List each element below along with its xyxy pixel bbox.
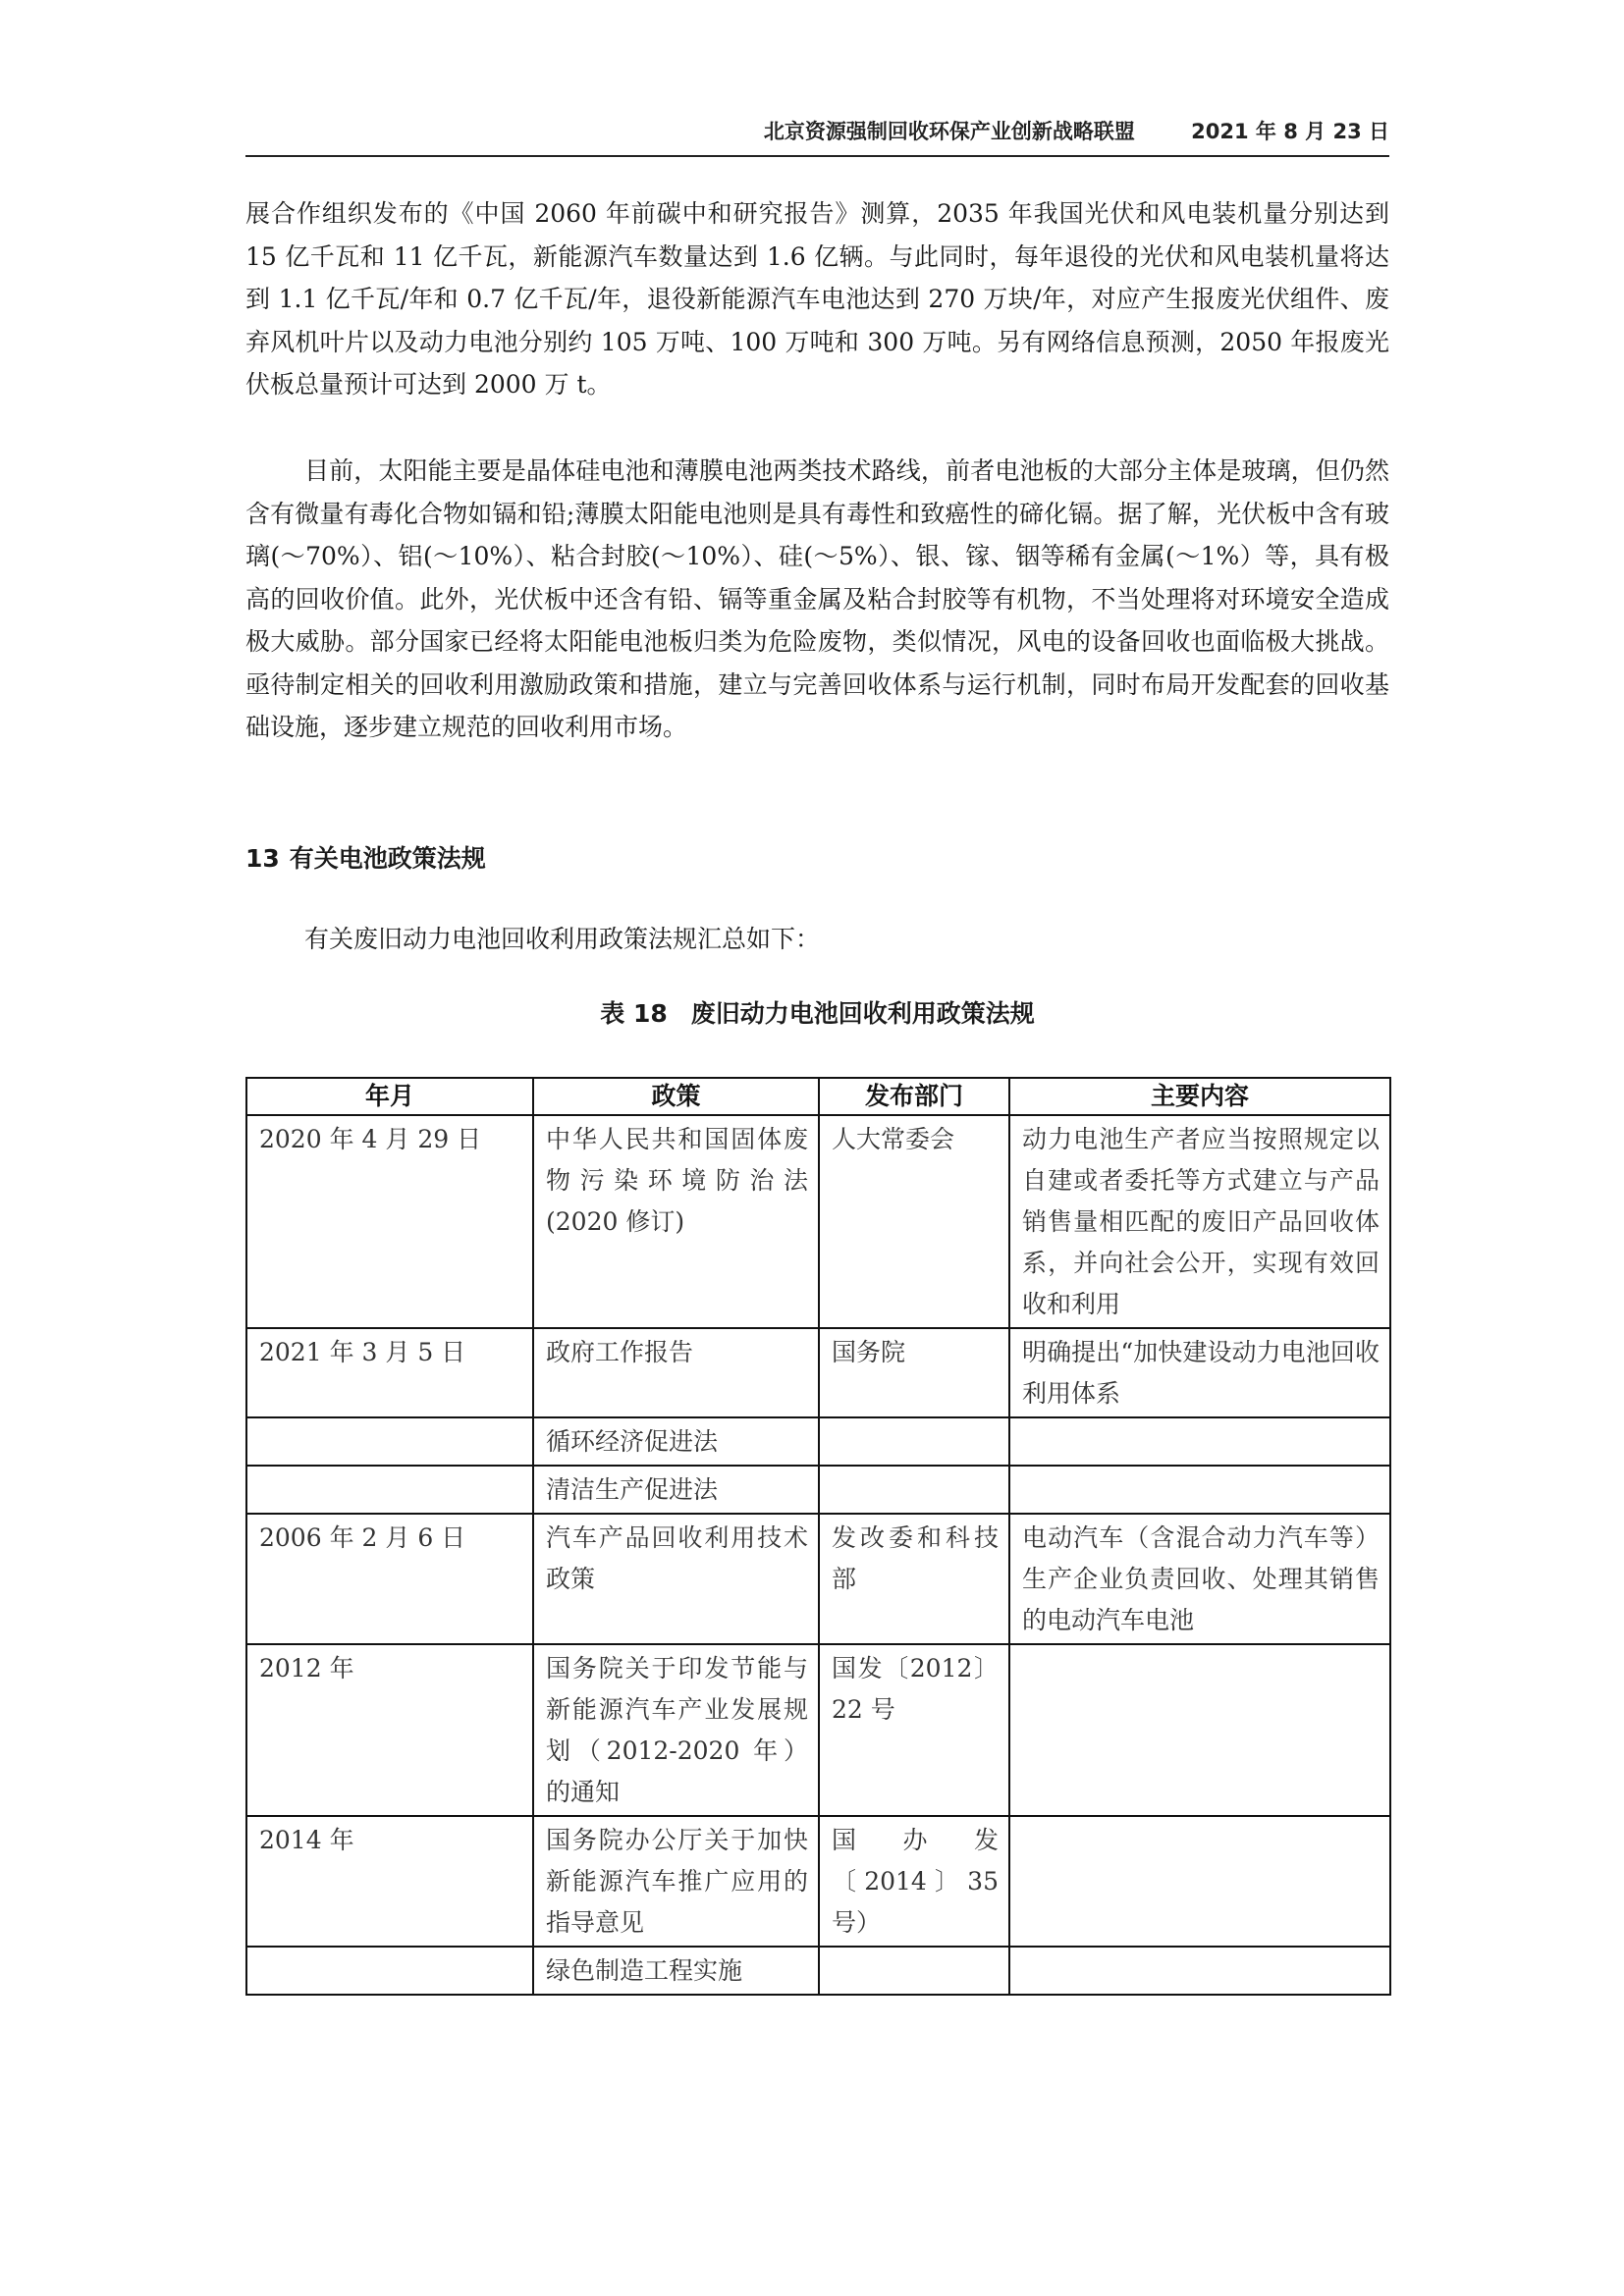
cell-policy: 政府工作报告 — [533, 1328, 819, 1417]
cell-content — [1009, 1947, 1390, 1995]
cell-content: 明确提出“加快建设动力电池回收利用体系 — [1009, 1328, 1390, 1417]
cell-policy: 汽车产品回收利用技术政策 — [533, 1514, 819, 1644]
cell-content: 电动汽车（含混合动力汽车等）生产企业负责回收、处理其销售的电动汽车电池 — [1009, 1514, 1390, 1644]
cell-department: 国发〔2012〕22 号 — [819, 1644, 1009, 1816]
table-row — [246, 1644, 1390, 1816]
cell-department: 发改委和科技部 — [819, 1514, 1009, 1644]
cell-policy: 中华人民共和国固体废物污染环境防治法(2020 修订) — [533, 1115, 819, 1328]
cell-date — [246, 1417, 533, 1466]
paragraph-carbon-forecast: 展合作组织发布的《中国 2060 年前碳中和研究报告》测算，2035 年我国光伏和风电装机量分别达到 15 亿千瓦和 11 亿千瓦，新能源汽车数量达到 1.6 亿辆。与此同时，每年退役的光伏和风电装机量将达到 1.1 亿千瓦/年和 0.7 亿千瓦/年，退役新能源汽车电池达到 270 万块/年，对应产生报废光伏组件、废弃风机叶片以及动力电池分别约 105 万吨、100 万吨和 300 万吨。另有网络信息预测，2050 年报废光伏板总量预计可达到 2000 万 t。 — [245, 199, 1389, 399]
header-dept-col: 发布部门 — [819, 1078, 1009, 1115]
cell-policy: 清洁生产促进法 — [533, 1466, 819, 1514]
table-row — [246, 1115, 1390, 1328]
cell-content — [1009, 1417, 1390, 1466]
table-row — [246, 1947, 1390, 1995]
policy-table — [245, 1077, 1391, 1996]
section-title: 有关电池政策法规 — [289, 844, 486, 873]
table-row — [246, 1466, 1390, 1514]
page-header — [245, 116, 1389, 157]
cell-department — [819, 1417, 1009, 1466]
cell-content: 动力电池生产者应当按照规定以自建或者委托等方式建立与产品销售量相匹配的废旧产品回收体系，并向社会公开，实现有效回收和利用 — [1009, 1115, 1390, 1328]
cell-department: 人大常委会 — [819, 1115, 1009, 1328]
cell-policy: 循环经济促进法 — [533, 1417, 819, 1466]
cell-date: 2012 年 — [246, 1644, 533, 1816]
cell-date: 2014 年 — [246, 1816, 533, 1947]
cell-content — [1009, 1816, 1390, 1947]
cell-policy: 国务院办公厅关于加快新能源汽车推广应用的指导意见 — [533, 1816, 819, 1947]
cell-date: 2021 年 3 月 5 日 — [246, 1328, 533, 1417]
table-row — [246, 1514, 1390, 1644]
table-row — [246, 1417, 1390, 1466]
table-caption — [245, 994, 1389, 1030]
header-organization: 北京资源强制回收环保产业创新战略联盟 — [763, 120, 1135, 143]
header-date-col: 年月 — [246, 1078, 533, 1115]
table-row — [246, 1328, 1390, 1417]
table-title: 废旧动力电池回收利用政策法规 — [690, 999, 1035, 1028]
header-date: 2021 年 8 月 23 日 — [1191, 120, 1389, 143]
paragraph-table-intro: 有关废旧动力电池回收利用政策法规汇总如下： — [304, 925, 821, 953]
header-policy-col: 政策 — [533, 1078, 819, 1115]
cell-date: 2020 年 4 月 29 日 — [246, 1115, 533, 1328]
cell-policy: 国务院关于印发节能与新能源汽车产业发展规划（2012-2020 年）的通知 — [533, 1644, 819, 1816]
cell-department — [819, 1947, 1009, 1995]
cell-date — [246, 1947, 533, 1995]
cell-department: 国务院 — [819, 1328, 1009, 1417]
section-number: 13 — [245, 844, 280, 873]
table-row — [246, 1816, 1390, 1947]
cell-department — [819, 1466, 1009, 1514]
paragraph-solar-recycling: 目前，太阳能主要是晶体硅电池和薄膜电池两类技术路线，前者电池板的大部分主体是玻璃，但仍然含有微量有毒化合物如镉和铅;薄膜太阳能电池则是具有毒性和致癌性的碲化镉。据了解，光伏板中含有玻璃(～70%）、铝(～10%）、粘合封胶(～10%）、硅(～5%）、银、镓、铟等稀有金属(～1%）等，具有极高的回收价值。此外，光伏板中还含有铅、镉等重金属及粘合封胶等有机物，不当处理将对环境安全造成极大威胁。部分国家已经将太阳能电池板归类为危险废物，类似情况，风电的设备回收也面临极大挑战。亟待制定相关的回收利用激励政策和措施，建立与完善回收体系与运行机制，同时布局开发配套的回收基础设施，逐步建立规范的回收利用市场。 — [245, 456, 1389, 741]
cell-department: 国办发〔2014〕35 号） — [819, 1816, 1009, 1947]
header-content-col: 主要内容 — [1009, 1078, 1390, 1115]
cell-date — [246, 1466, 533, 1514]
cell-content — [1009, 1466, 1390, 1514]
cell-content — [1009, 1644, 1390, 1816]
cell-date: 2006 年 2 月 6 日 — [246, 1514, 533, 1644]
cell-policy: 绿色制造工程实施 — [533, 1947, 819, 1995]
table-number: 表 18 — [600, 999, 668, 1028]
table-header-row — [246, 1078, 1390, 1115]
section-heading — [245, 839, 486, 875]
